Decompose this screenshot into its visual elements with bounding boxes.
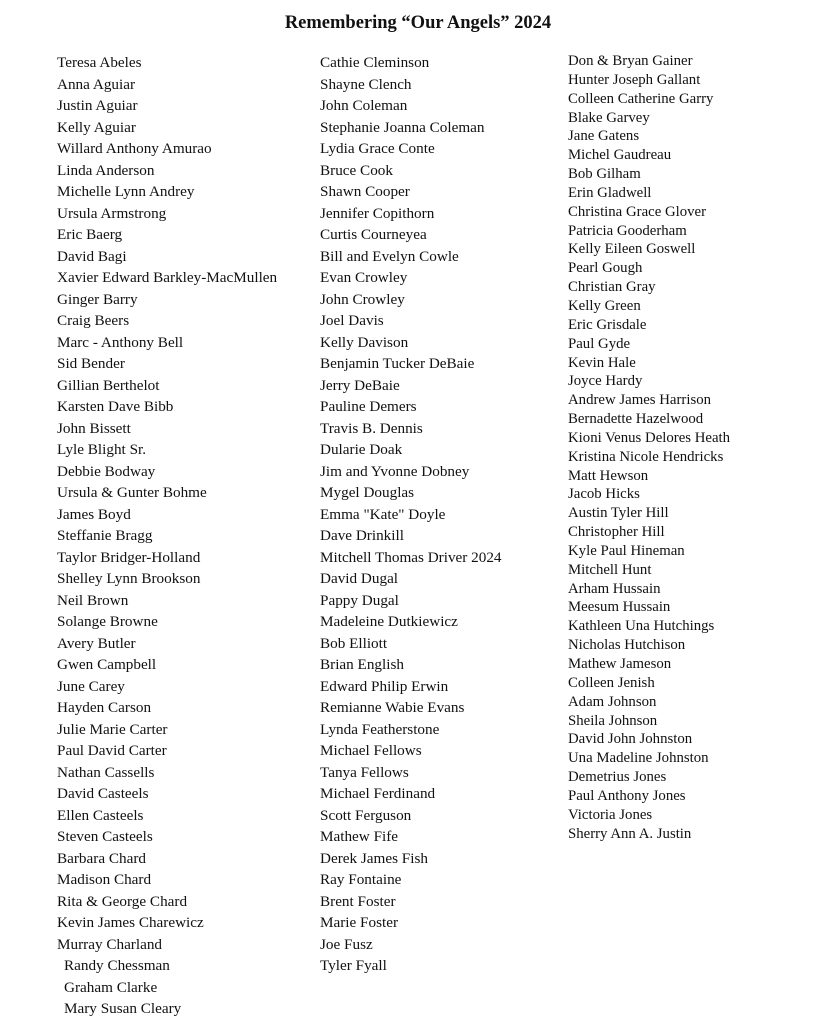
list-item: Neil Brown	[57, 591, 129, 609]
list-item: Kelly Davison	[320, 333, 409, 351]
list-item: Joel Davis	[320, 312, 384, 329]
list-item: Cathie Cleminson	[320, 54, 430, 71]
list-item: Matt Hewson	[568, 467, 649, 484]
list-item: Michel Gaudreau	[568, 147, 672, 164]
list-item: David Bagi	[57, 247, 127, 265]
page-title: Remembering “Our Angels” 2024	[284, 13, 552, 33]
list-item: Colleen Catherine Garry	[568, 90, 714, 107]
list-item: Marc - Anthony Bell	[57, 333, 184, 351]
list-item: Jerry DeBaie	[320, 376, 400, 394]
list-item: Hayden Carson	[57, 699, 152, 716]
list-item: Travis B. Dennis	[320, 419, 423, 437]
list-item: John Bissett	[57, 419, 131, 437]
list-item: Mygel Douglas	[320, 484, 415, 501]
list-item: Kevin Hale	[568, 354, 636, 371]
names-column-1	[57, 52, 277, 1020]
list-item: Shayne Clench	[320, 75, 412, 93]
list-item: Stephanie Joanna Coleman	[320, 118, 485, 136]
list-item: Marie Foster	[320, 914, 399, 931]
list-item: John Coleman	[320, 97, 408, 114]
list-item: Benjamin Tucker DeBaie	[320, 355, 475, 372]
list-item: Christian Gray	[568, 279, 656, 296]
list-item: Tanya Fellows	[320, 763, 409, 781]
list-item: Bob Elliott	[320, 634, 388, 652]
list-item: Eric Grisdale	[568, 316, 647, 333]
list-item: Lydia Grace Conte	[320, 140, 435, 157]
list-item: Emma "Kate" Doyle	[320, 505, 446, 523]
list-item: Sheila Johnson	[568, 712, 658, 729]
list-item: Joe Fusz	[320, 935, 373, 953]
list-item: Jim and Yvonne Dobney	[320, 462, 470, 480]
list-item: Ginger Barry	[57, 290, 138, 308]
list-item: Bruce Cook	[320, 161, 393, 179]
list-item: Madison Chard	[57, 871, 152, 888]
list-item: Colleen Jenish	[568, 674, 655, 691]
list-item: Sherry Ann A. Justin	[568, 825, 692, 842]
list-item: Kioni Venus Delores Heath	[568, 429, 731, 446]
list-item: Remianne Wabie Evans	[320, 699, 465, 716]
list-item: Brent Foster	[320, 892, 396, 910]
list-item: Julie Marie Carter	[57, 720, 168, 738]
list-item: Kelly Eileen Goswell	[568, 241, 696, 258]
list-item: Paul David Carter	[57, 742, 167, 759]
list-item: Kelly Aguiar	[57, 118, 136, 136]
list-item: Craig Beers	[57, 312, 130, 329]
list-item: Victoria Jones	[568, 806, 653, 823]
list-item: Nathan Cassells	[57, 763, 155, 781]
list-item: Graham Clarke	[64, 978, 158, 996]
list-item: Linda Anderson	[57, 161, 155, 179]
list-item: Paul Gyde	[568, 335, 631, 352]
list-item: Sid Bender	[57, 355, 125, 372]
list-item: Curtis Courneyea	[320, 226, 427, 243]
list-item: Mathew Fife	[320, 828, 399, 845]
list-item: Madeleine Dutkiewicz	[320, 613, 458, 630]
list-item: Nicholas Hutchison	[568, 637, 686, 654]
list-item: James Boyd	[57, 505, 131, 523]
list-item: Evan Crowley	[320, 269, 408, 286]
list-item: Lyle Blight Sr.	[57, 441, 147, 458]
list-item: Teresa Abeles	[57, 54, 142, 71]
list-item: Kyle Paul Hineman	[568, 542, 685, 559]
list-item: Barbara Chard	[57, 849, 146, 867]
list-item: Demetrius Jones	[568, 769, 667, 786]
list-item: Gwen Campbell	[57, 656, 157, 673]
list-item: Brian English	[320, 656, 404, 673]
list-item: Blake Garvey	[568, 109, 650, 126]
list-item: Bob Gilham	[568, 166, 641, 183]
list-item: David Casteels	[57, 785, 149, 802]
list-item: June Carey	[57, 677, 125, 695]
list-item: Michael Ferdinand	[320, 785, 436, 802]
list-item: Jennifer Copithorn	[320, 204, 435, 222]
list-item: Michelle Lynn Andrey	[57, 183, 195, 200]
list-item: Eric Baerg	[57, 226, 123, 243]
list-item: Jacob Hicks	[568, 486, 640, 503]
list-item: Arham Hussain	[568, 580, 661, 597]
list-item: Kelly Green	[568, 297, 641, 314]
list-item: Hunter Joseph Gallant	[568, 71, 701, 88]
list-item: Avery Butler	[57, 634, 136, 652]
list-item: Kristina Nicole Hendricks	[568, 448, 724, 465]
names-column-3	[568, 52, 730, 843]
names-column-2	[320, 52, 502, 977]
list-item: Don & Bryan Gainer	[568, 53, 693, 69]
list-item: Una Madeline Johnston	[568, 750, 709, 767]
list-item: Tyler Fyall	[320, 957, 387, 974]
list-item: Mary Susan Cleary	[64, 1000, 182, 1017]
list-item: Andrew James Harrison	[568, 392, 711, 409]
list-item: Karsten Dave Bibb	[57, 398, 174, 415]
list-item: Meesum Hussain	[568, 599, 671, 616]
list-item: Ursula & Gunter Bohme	[57, 484, 207, 501]
list-item: Justin Aguiar	[57, 97, 138, 114]
list-item: John Crowley	[320, 290, 405, 308]
list-item: Kevin James Charewicz	[57, 914, 204, 931]
list-item: Dularie Doak	[320, 441, 403, 458]
list-item: Michael Fellows	[320, 742, 422, 759]
list-item: Ellen Casteels	[57, 806, 144, 824]
list-item: Jane Gatens	[568, 128, 640, 145]
list-item: Erin Gladwell	[568, 184, 652, 201]
list-item: Anna Aguiar	[57, 75, 136, 93]
list-item: Joyce Hardy	[568, 373, 643, 390]
list-item: Gillian Berthelot	[57, 376, 160, 394]
list-item: Bill and Evelyn Cowle	[320, 247, 459, 265]
list-item: Pearl Gough	[568, 260, 643, 277]
list-item: Taylor Bridger-Holland	[57, 548, 201, 566]
list-item: Mathew Jameson	[568, 656, 672, 672]
list-item: Scott Ferguson	[320, 806, 412, 824]
list-item: Bernadette Hazelwood	[568, 411, 704, 428]
list-item: Shawn Cooper	[320, 183, 410, 200]
list-item: Pappy Dugal	[320, 591, 399, 609]
list-item: Adam Johnson	[568, 693, 657, 710]
list-item: Steven Casteels	[57, 828, 153, 845]
list-item: Xavier Edward Barkley-MacMullen	[57, 269, 278, 286]
list-item: Derek James Fish	[320, 849, 428, 867]
list-item: Mitchell Hunt	[568, 561, 652, 578]
list-item: Solange Browne	[57, 613, 158, 630]
list-item: Lynda Featherstone	[320, 720, 440, 738]
list-item: David John Johnston	[568, 731, 693, 748]
list-item: Ursula Armstrong	[57, 204, 167, 222]
list-item: Pauline Demers	[320, 398, 417, 415]
list-item: David Dugal	[320, 570, 399, 587]
list-item: Rita & George Chard	[57, 892, 188, 910]
list-item: Christina Grace Glover	[568, 203, 707, 220]
list-item: Debbie Bodway	[57, 462, 156, 480]
list-item: Edward Philip Erwin	[320, 677, 449, 695]
list-item: Shelley Lynn Brookson	[57, 570, 201, 587]
list-item: Kathleen Una Hutchings	[568, 618, 715, 635]
list-item: Steffanie Bragg	[57, 527, 153, 544]
list-item: Murray Charland	[57, 935, 163, 953]
list-item: Mitchell Thomas Driver 2024	[320, 548, 502, 566]
list-item: Paul Anthony Jones	[568, 787, 686, 804]
list-item: Willard Anthony Amurao	[57, 140, 212, 157]
list-item: Patricia Gooderham	[568, 222, 687, 239]
list-item: Ray Fontaine	[320, 871, 402, 888]
list-item: Christopher Hill	[568, 524, 665, 541]
list-item: Austin Tyler Hill	[568, 505, 669, 522]
list-item: Dave Drinkill	[320, 527, 404, 544]
list-item: Randy Chessman	[64, 957, 170, 974]
